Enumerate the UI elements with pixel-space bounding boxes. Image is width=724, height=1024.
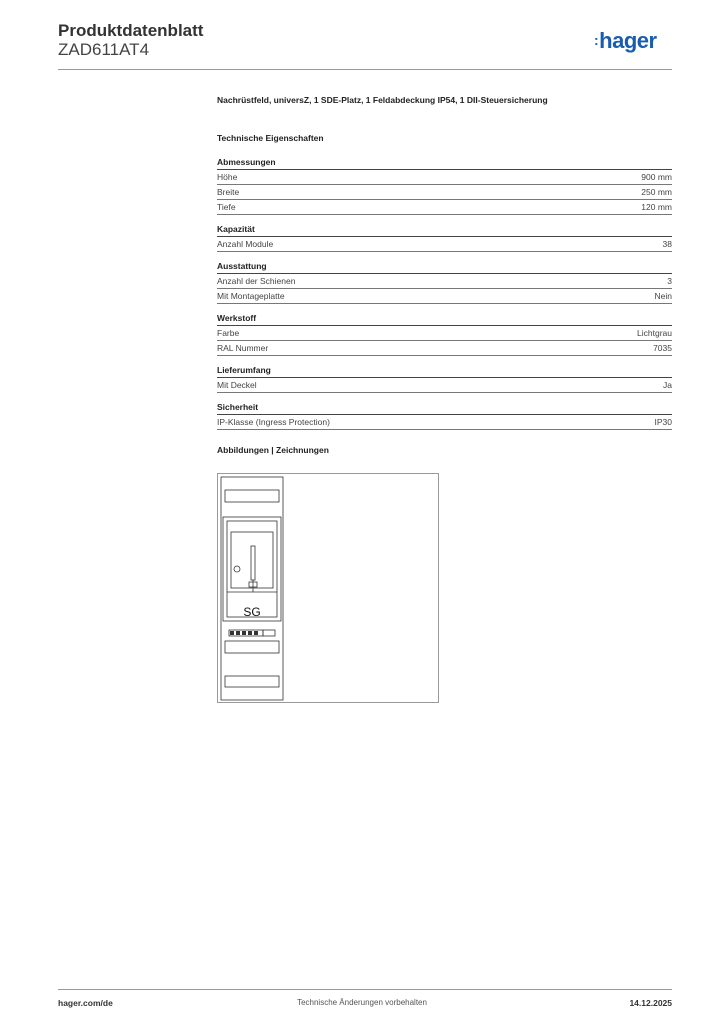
footer-date: 14.12.2025 [629, 998, 672, 1008]
spec-group-title: Kapazität [217, 224, 672, 237]
spec-label: Tiefe [217, 202, 236, 212]
spec-label: Mit Montageplatte [217, 291, 285, 301]
top-cover-panel [225, 490, 279, 502]
lower-cover-panel [225, 641, 279, 653]
main-content [217, 95, 672, 455]
spec-value: Lichtgrau [637, 328, 672, 338]
spec-row [217, 185, 672, 200]
spec-row [217, 200, 672, 215]
footer-divider [58, 989, 672, 990]
hager-logo [594, 28, 657, 54]
spec-group-material [217, 313, 672, 356]
spec-label: Anzahl Module [217, 239, 274, 249]
spec-group-capacity [217, 224, 672, 252]
spec-label: Mit Deckel [217, 380, 257, 390]
spec-value: 120 mm [641, 202, 672, 212]
spec-group-delivery [217, 365, 672, 393]
enclosure-drawing [218, 474, 438, 702]
spec-label: Anzahl der Schienen [217, 276, 296, 286]
enclosure-outline [221, 477, 283, 700]
meter-frame [231, 532, 273, 588]
logo-text: hager [599, 28, 657, 53]
spec-label: Höhe [217, 172, 238, 182]
spec-row [217, 378, 672, 393]
figures-title: Abbildungen | Zeichnungen [217, 445, 329, 455]
spec-group-title: Abmessungen [217, 157, 672, 170]
spec-row [217, 237, 672, 252]
spec-group-title: Werkstoff [217, 313, 672, 326]
control-fuse-slot [251, 546, 255, 580]
spec-value: IP30 [654, 417, 672, 427]
spec-label: RAL Nummer [217, 343, 269, 353]
footer-website[interactable]: hager.com/de [58, 998, 113, 1008]
spec-value: Ja [663, 380, 672, 390]
footer-disclaimer: Technische Änderungen vorbehalten [297, 998, 427, 1007]
spec-row [217, 289, 672, 304]
breaker-module [248, 631, 252, 635]
product-description: Nachrüstfeld, universZ, 1 SDE-Platz, 1 Feldabdeckung IP54, 1 DII-Steuersicherung [217, 95, 548, 105]
spec-group-equipment [217, 261, 672, 304]
spec-group-dimensions [217, 157, 672, 215]
spec-group-title: Ausstattung [217, 261, 672, 274]
spec-value: 38 [662, 239, 672, 249]
document-title: Produktdatenblatt [58, 21, 204, 40]
logo-dots-icon: : [594, 32, 599, 48]
spec-group-title: Sicherheit [217, 402, 672, 415]
spec-row [217, 274, 672, 289]
meter-hole [234, 566, 240, 572]
spec-row [217, 415, 672, 430]
spec-row [217, 170, 672, 185]
spec-value: 3 [667, 276, 672, 286]
product-drawing-frame [217, 473, 439, 703]
fuse-symbol [249, 580, 257, 592]
spec-value: 250 mm [641, 187, 672, 197]
section-title: Technische Eigenschaften [217, 133, 324, 143]
spec-label: IP-Klasse (Ingress Protection) [217, 417, 330, 427]
device-compartment-inner [227, 521, 277, 617]
spec-value: 900 mm [641, 172, 672, 182]
header-divider [58, 69, 672, 70]
product-code: ZAD611AT4 [58, 40, 150, 59]
module-block [263, 630, 275, 636]
breaker-module [242, 631, 246, 635]
bottom-cover-panel [225, 676, 279, 687]
spec-row [217, 326, 672, 341]
spec-value: Nein [654, 291, 672, 301]
spec-group-safety [217, 402, 672, 430]
spec-value: 7035 [653, 343, 672, 353]
spec-label: Farbe [217, 328, 240, 338]
spec-row [217, 341, 672, 356]
breaker-module [236, 631, 240, 635]
spec-label: Breite [217, 187, 240, 197]
breaker-module [230, 631, 234, 635]
breaker-module [254, 631, 258, 635]
sg-label: SG [243, 605, 261, 619]
spec-group-title: Lieferumfang [217, 365, 672, 378]
